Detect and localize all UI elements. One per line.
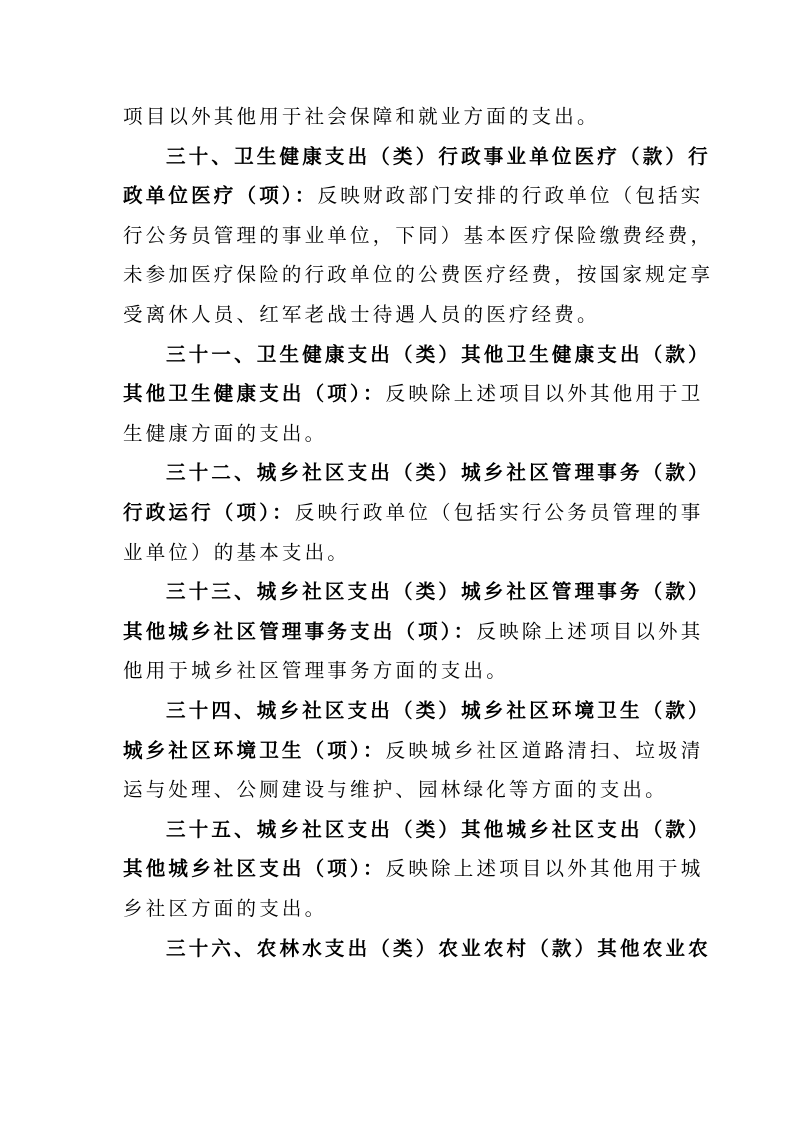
paragraph-text-line (123, 738, 704, 764)
paragraph-text-line (123, 421, 671, 447)
bold-heading-text: 三十四、城乡社区支出（类）城乡社区环境卫生（款） (166, 699, 711, 722)
paragraph-heading-line (166, 817, 711, 843)
body-text: 运与处理、公厕建设与维护、园林绿化等方面的支出。 (123, 778, 668, 802)
paragraph-text-line (123, 183, 704, 209)
body-text: 他用于城乡社区管理事务方面的支出。 (123, 659, 509, 683)
bold-heading-text: 三十二、城乡社区支出（类）城乡社区管理事务（款） (166, 461, 711, 485)
bold-heading-text: 城乡社区环境卫生（项）： (123, 738, 386, 762)
paragraph-text-line (123, 777, 671, 803)
paragraph-heading-line (166, 144, 711, 170)
body-text: 受离休人员、红军老战士待遇人员的医疗经费。 (123, 303, 600, 326)
body-text: 反映城乡社区道路清扫、垃圾清 (385, 738, 704, 762)
body-text: 反映除上述项目以外其他用于卫 (385, 382, 704, 406)
paragraph-heading-line (166, 342, 711, 368)
bold-heading-text: 三十五、城乡社区支出（类）其他城乡社区支出（款） (166, 817, 711, 841)
paragraph-text-line (123, 104, 671, 130)
paragraph-heading-line (166, 936, 711, 962)
paragraph-heading-line (166, 460, 711, 486)
bold-heading-text: 其他卫生健康支出（项）： (123, 382, 386, 406)
bold-heading-text: 其他城乡社区管理事务支出（项）： (123, 619, 477, 643)
body-text: 反映财政部门安排的行政单位（包括实 (317, 184, 704, 208)
body-text: 项目以外其他用于社会保障和就业方面的支出。 (123, 105, 600, 128)
bold-heading-text: 三十、卫生健康支出（类）行政事业单位医疗（款）行 (166, 144, 711, 168)
paragraph-text-line (123, 381, 704, 407)
bold-heading-text: 政单位医疗（项）： (123, 184, 318, 208)
paragraph-heading-line (166, 698, 711, 724)
bold-heading-text: 行政运行（项）： (123, 501, 295, 524)
paragraph-heading-line (166, 579, 711, 605)
body-text: 未参加医疗保险的行政单位的公费医疗经费，按国家规定享 (123, 263, 714, 287)
paragraph-text-line (123, 302, 671, 328)
body-text: 行公务员管理的事业单位，下同）基本医疗保险缴费经费， (123, 223, 714, 247)
paragraph-text-line (123, 500, 704, 526)
body-text: 反映除上述项目以外其 (476, 619, 704, 643)
body-text: 生健康方面的支出。 (123, 421, 328, 445)
paragraph-text-line (123, 619, 704, 645)
body-text: 乡社区方面的支出。 (123, 897, 328, 920)
paragraph-text-line (123, 856, 704, 882)
body-text: 业单位）的基本支出。 (123, 540, 351, 564)
bold-heading-text: 三十三、城乡社区支出（类）城乡社区管理事务（款） (166, 580, 711, 604)
body-text: 反映行政单位（包括实行公务员管理的事 (294, 501, 704, 524)
bold-heading-text: 三十六、农林水支出（类）农业农村（款）其他农业农 (166, 936, 711, 960)
body-text: 反映除上述项目以外其他用于城 (385, 857, 704, 881)
paragraph-text-line (123, 540, 671, 566)
paragraph-text-line (123, 262, 714, 288)
paragraph-text-line (123, 896, 671, 922)
bold-heading-text: 三十一、卫生健康支出（类）其他卫生健康支出（款） (166, 342, 711, 366)
paragraph-text-line (123, 223, 714, 249)
bold-heading-text: 其他城乡社区支出（项）： (123, 857, 386, 881)
paragraph-text-line (123, 658, 671, 684)
